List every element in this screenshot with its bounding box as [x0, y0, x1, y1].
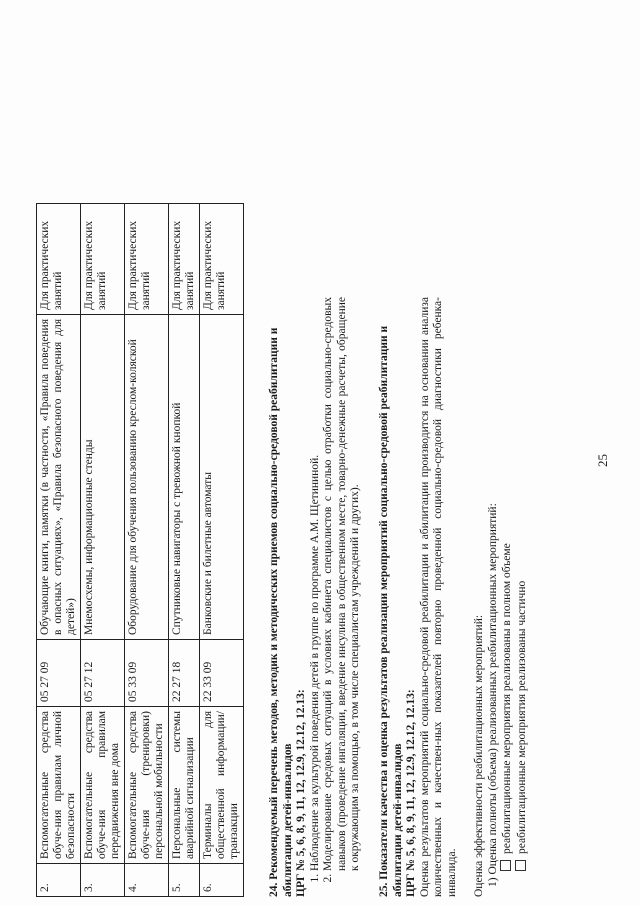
table-row [81, 204, 125, 897]
section-25 [378, 297, 529, 897]
effectiveness-item: 1) Оценка полноты (объема) реализованных реабилитационных мероприятий: [486, 503, 499, 887]
checkbox-label: реабилитационные мероприятия реализованы в полном объеме [501, 543, 513, 854]
table-row [125, 204, 169, 897]
row-description: Обучающие книги, памятки (в частности, «Правила поведения в опасных ситуациях», «Правила безопасного поведения для детей») [37, 315, 81, 640]
row-name: Вспомогательные средства обуче-ния (тренировки) персональной мобильности [125, 707, 169, 864]
row-code: 05 33 09 [125, 640, 169, 707]
table-row [37, 204, 81, 897]
row-name: Вспомогательные средства обуче-ния правилам передвижения вне дома [81, 707, 125, 864]
section-25-crc: ЦРГ № 5, 6, 8, 9, 11, 12, 12.9, 12.12, 12.13: [405, 689, 417, 897]
table-row [200, 204, 244, 897]
row-name: Персональные системы аварийной сигнализации [169, 707, 200, 864]
row-description: Банковские и билетные автоматы [200, 315, 244, 640]
checkbox-icon[interactable] [515, 860, 526, 871]
row-description: Спутниковые навигаторы с тревожной кнопкой [169, 315, 200, 640]
section-24-list [309, 297, 363, 897]
row-code: 05 27 12 [81, 640, 125, 707]
equipment-table [36, 203, 244, 897]
row-number: 5. [169, 864, 200, 897]
checkbox-label: реабилитационные мероприятия реализованы частично [515, 580, 528, 854]
row-number: 4. [125, 864, 169, 897]
checkbox-row [515, 297, 530, 897]
row-purpose: Для практических занятий [37, 204, 81, 315]
effectiveness-title: Оценка эффективности реабилитационных мероприятий: [473, 614, 485, 897]
row-purpose: Для практических занятий [81, 204, 125, 315]
section-24 [268, 297, 363, 897]
table-row [169, 204, 200, 897]
row-number: 6. [200, 864, 244, 897]
row-code: 05 27 09 [37, 640, 81, 707]
row-code: 22 33 09 [200, 640, 244, 707]
effectiveness-item-text: Оценка полноты (объема) реализованных реабилитационных мероприятий: [486, 503, 499, 875]
row-name: Вспомогательные средства обуче-ния правилам личной безопасности [37, 707, 81, 864]
checkbox-icon[interactable] [500, 860, 511, 871]
checkbox-row [500, 297, 515, 897]
row-name: Терминалы для общественной информации/транзакции [200, 707, 244, 864]
row-purpose: Для практических занятий [169, 204, 200, 315]
row-number: 3. [81, 864, 125, 897]
row-purpose: Для практических занятий [200, 204, 244, 315]
row-code: 22 27 18 [169, 640, 200, 707]
page-number: 25 [595, 454, 610, 467]
row-description: Оборудование для обучения пользованию креслом-коляской [125, 315, 169, 640]
list-item: 1. Наблюдение за культурой поведения детей в группе по программе А.М. Щетининой. [309, 297, 323, 871]
row-description: Мнемосхемы, информационные стенды [81, 315, 125, 640]
section-25-heading: 25. Показатели качества и оценка результатов реализации мероприятий социально-средовой реабилитации и абилитации детей-инвалидов [378, 325, 404, 897]
section-25-paragraph: Оценка результатов мероприятий социально-средовой реабилитации и абилитации производится на основании анализа количественных и качествен-ных показателей повторно проведенной социально-средовой диагностики ребенка-инвалида. [418, 297, 458, 897]
section-24-heading: 24. Рекомендуемый перечень методов, методик и методических приемов социально-средовой реабилитации и абилитации детей-инвалидов [268, 327, 294, 897]
row-number: 2. [37, 864, 81, 897]
row-purpose: Для практических занятий [125, 204, 169, 315]
list-item: 2. Моделирование средовых ситуаций в условиях кабинета специалистов с целью отработки социально-средовых навыков (проведение ингаляции, введение инсулина в общественном месте, товарно-денежные расчеты, обращение к окружающим за помощью, в том числе специалистам учреждений и других). [322, 297, 363, 871]
section-24-crc: ЦРГ № 5, 6, 8, 9, 11, 12, 12.9, 12.12, 12.13: [295, 689, 307, 897]
